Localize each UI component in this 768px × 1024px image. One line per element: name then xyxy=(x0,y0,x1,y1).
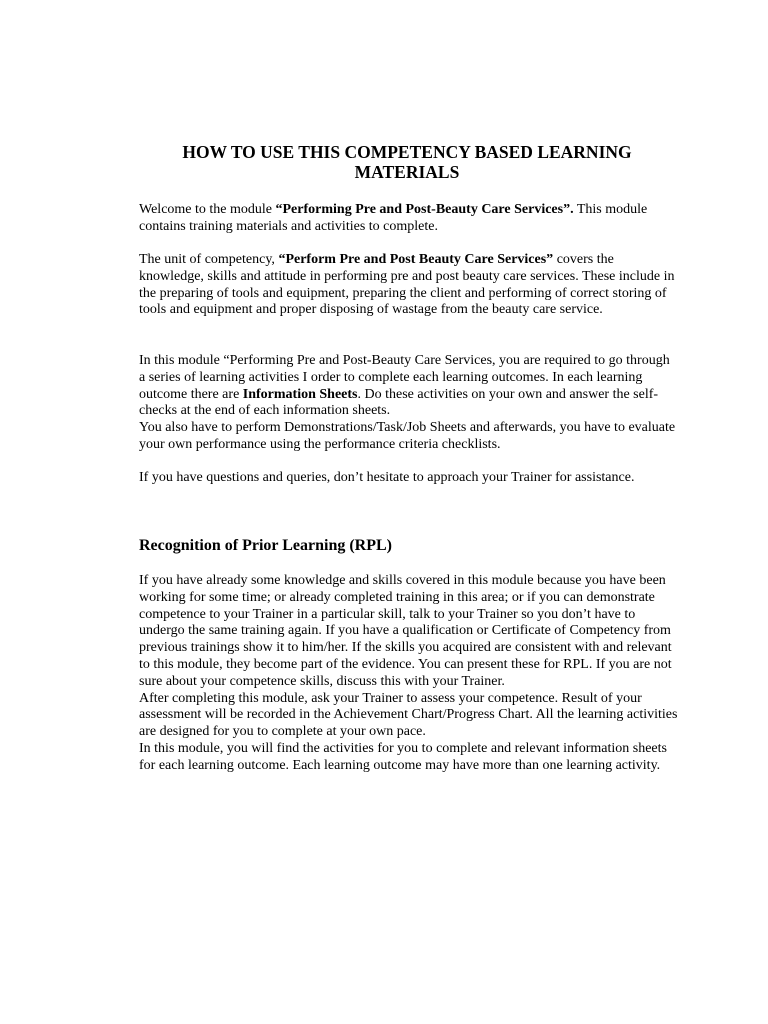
module-name: “Performing Pre and Post-Beauty Care Services”. xyxy=(275,202,574,217)
information-sheets-term: Information Sheets xyxy=(242,386,358,402)
unit-text-start: The unit of competency, xyxy=(139,252,279,267)
activities-text-start: In this module “Performing Pre and Post-Beauty Care Services, you are required to go through a series of learning activities I order to complete each learning outcomes. In each learning outcome there are xyxy=(139,353,670,402)
assessment-text: After completing this module, ask your Trainer to assess your competence. Result of your assessment will be recorded in the Achievement Chart/Progress Chart. All the learning activities are designed for you to complete at your own pace. xyxy=(139,690,678,740)
welcome-text-end: This module contains training materials and activities to complete. xyxy=(139,202,648,234)
page-title-line-2: MATERIALS xyxy=(354,162,460,182)
questions-paragraph: If you have questions and queries, don’t hesitate to approach your Trainer for assistance. xyxy=(139,470,635,485)
activities-text-end: . Do these activities on your own and answer the self-checks at the end of each information sheets. xyxy=(139,386,659,419)
rpl-paragraph xyxy=(139,573,679,775)
unit-text-end: covers the knowledge, skills and attitude in performing pre and post beauty care services. These include in the preparing of tools and equipment, preparing the client and performing of correct storing of tools and equipment and proper disposing of wastage from the beauty care service. xyxy=(139,252,675,318)
unit-of-competency-paragraph xyxy=(139,252,679,319)
welcome-paragraph xyxy=(139,202,679,236)
demonstrations-text: You also have to perform Demonstrations/Task/Job Sheets and afterwards, you have to evaluate your own performance using the performance criteria checklists. xyxy=(139,420,676,452)
learning-activities-paragraph xyxy=(139,353,679,454)
rpl-heading: Recognition of Prior Learning (RPL) xyxy=(139,537,393,554)
welcome-text-start: Welcome to the module xyxy=(139,202,276,217)
module-activities-text: In this module, you will find the activities for you to complete and relevant information sheets for each learning outcome. Each learning outcome may have more than one learning activity. xyxy=(139,740,667,773)
unit-name: “Perform Pre and Post Beauty Care Services” xyxy=(278,252,554,267)
page-title-line-1: HOW TO USE THIS COMPETENCY BASED LEARNING xyxy=(182,142,632,162)
rpl-text: If you have already some knowledge and skills covered in this module because you have been working for some time; or already completed training in this area; or if you can demonstrate competence to your Trainer in a particular skill, talk to your Trainer so you don’t have to undergo the same training again. If you have a qualification or Certificate of Competency from previous trainings show it to him/her. If the skills you acquired are consistent with and relevant to this module, they become part of the evidence. You can present these for RPL. If you are not sure about your competence skills, discuss this with your Trainer. xyxy=(139,573,672,689)
page-title xyxy=(140,142,674,182)
